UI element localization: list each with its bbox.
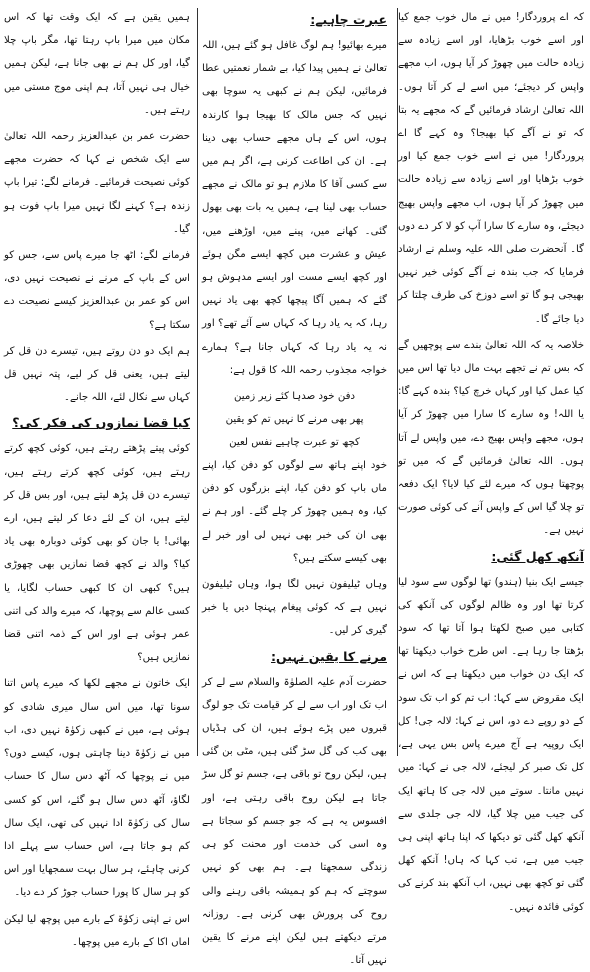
- column-right: [398, 6, 584, 913]
- verse-line: دفن خود صدہا کئے زیر زمین: [234, 391, 355, 403]
- paragraph: فرمانے لگے: اٹھ جا میرے پاس سے، جس کو اس کے باپ کے مرنے نے نصیحت نہیں دی، اس کو عمر بن عبدالعزیز کیسے نصیحت دے سکتا ہے؟: [4, 250, 190, 331]
- section-heading: کیا قضا نمازوں کی فکر کی؟: [12, 415, 190, 431]
- section-heading: عبرت چاہیے:: [310, 12, 387, 27]
- paragraph: ہم ایک دو دن روتے ہیں، تیسرے دن قل کر لیتے ہیں، یعنی قل کر لیے، پتہ نہیں قل کہاں سے نکال لئے، اللہ جانے۔: [4, 345, 190, 404]
- column-divider-left: [197, 8, 198, 756]
- paragraph: ہمیں یقین ہے کہ ایک وقت تھا کہ اس مکان میں میرا باپ رہتا تھا، مگر باپ چلا گیا، اور کل ہم نے بھی جانا ہے، لیکن ہمیں خیال ہی نہیں آتا، ہم اپنی موج مستی میں رہتے ہیں۔: [4, 12, 190, 116]
- paragraph: کوئی پیتے پڑھتے رہتے ہیں، کوئی کچھ کرتے رہتے ہیں، کوئی کچھ کرتے رہتے ہیں، تیسرے دن قل پڑھ لیتے ہیں، اور بس قل کر لیتے ہیں، ان کے لئے دعا کر لیتے ہیں، ارے بھائی! یا جان کو بھی کوئی دوبارہ بھی یاد کیا؟ والد نے کچھ قضا نمازیں بھی چھوڑی ہیں؟ کبھی ان کا کبھی حساب لگایا، یا کسی عالم سے پوچھا، کہ میرے والد کی اتنی عمر ہوئی ہے اور اس کے ذمہ اتنی قضا نمازیں ہیں؟: [4, 443, 190, 664]
- paragraph: حضرت آدم علیہ الصلوٰۃ والسلام سے لے کر اب تک اور اب سے لے کر قیامت تک جو لوگ قبروں میں پڑے ہوئے ہیں، ان کی ہڈیاں بھی کب کی گل سڑ گئی ہیں، مٹی بن گئی ہیں، لیکن روح تو باقی ہے، جسم تو گل سڑ جاتا ہے لیکن روح باقی رہتی ہے، اور افسوس یہ ہے کہ جو جسم کو سجاتا ہے وہ اسی کی خدمت اور محنت کو ہی زندگی سمجھتا ہے۔ ہم بھی کو نہیں سوچتے کہ ہم کو ہمیشہ باقی رہنے والی روح کی پرورش بھی کرنی ہے۔ روزانہ مرتے دیکھتے ہیں لیکن اپنے مرنے کا یقین نہیں آتا۔: [202, 676, 387, 967]
- paragraph: خود اپنے ہاتھ سے لوگوں کو دفن کیا، اپنے ماں باپ کو دفن کیا، اپنے بزرگوں کو دفن کیا، وہ ہمیں چھوڑ کر چلے گئے۔ اور ہم نے بھی ان کی خبر بھی نہیں لی اور خبر لے بھی کیسے سکتے ہیں؟: [202, 460, 387, 564]
- paragraph: میرے بھائیو! ہم لوگ غافل ہو گئے ہیں، اللہ تعالیٰ نے ہمیں پیدا کیا، بے شمار نعمتیں عطا فرمائیں، لیکن ہم نے کبھی یہ سوچا بھی نہیں کہ جس مالک کا بھیجا ہوا کارندہ ہوں، اس کے ہاں مجھے حساب بھی دینا ہے۔ ان کی اطاعت کرنی ہے، اگر ہم میں سے کسی آقا کا ملازم ہو تو مالک نے مجھے حساب بھی لینا ہے، ہمیں یہ بات بھی بھول گئی۔ کھانے میں، پینے میں، اوڑھنے میں، عیش و عشرت میں کچھ ایسے مگن ہوئے اور کچھ ایسے مست اور ایسے مدہوش ہو گئے کہ ہمیں آگا پیچھا کچھ بھی یاد نہیں رہا، کہ یہ یاد رہا کہ کہاں سے آئے تھے؟ اور نہ یہ یاد رہا کہ کہاں جانا ہے؟ ہمارے خواجہ مجذوب رحمہ اللہ کا قول ہے:: [202, 40, 387, 376]
- paragraph: حضرت عمر بن عبدالعزیز رحمہ اللہ تعالیٰ سے ایک شخص نے کہا کہ حضرت مجھے کوئی نصیحت فرمائیے۔ فرمانے لگے: تیرا باپ زندہ ہے؟ کہنے لگا نہیں میرا باپ فوت ہو گیا۔: [4, 131, 190, 235]
- paragraph: کہ اے پروردگار! میں نے مال خوب جمع کیا اور اسے خوب بڑھایا، اور اسے زیادہ سے زیادہ حالت میں چھوڑ کر آیا ہوں، اب مجھے واپس کر دیجئے؛ میں اسے لے کر آتا ہوں۔ اللہ تعالیٰ ارشاد فرمائیں گے کہ مجھے یہ بتا کہ تو نے آگے کیا بھیجا؟ وہ کہے گا اے پروردگار! میں نے اسے خوب جمع کیا اور خوب بڑھایا اور اسے زیادہ سے زیادہ حالت میں چھوڑ کر آیا ہوں، اب مجھے واپس بھیج دیجئے، وہ سارے کا سارا آپ کو لا کر دے دوں گا۔ آنحضرت صلی اللہ علیہ وسلم نے ارشاد فرمایا کہ جب بندہ نے آگے کوئی خیر نہیں بھیجی ہو گا تو اسے دوزخ کی طرف چلتا کر دیا جائے گا۔: [398, 12, 584, 325]
- section-heading: آنکھ کھل گئی:: [491, 548, 584, 564]
- paragraph: ایک خاتون نے مجھے لکھا کہ میرے پاس اتنا سونا تھا، میں اس سال میری شادی کو ہوئی ہے، میں نے کبھی زکوٰۃ نہیں دی، اب میں نے زکوٰۃ دینا چاہتی ہوں، کیسے دوں؟ میں نے پوچھا کہ آٹھ دس سال کا حساب لگاؤ، آٹھ دس سال ہو گئے، اس کو کسی سال کی زکوٰۃ ادا نہیں کی تھی، ایک سال کم ہو جاتا ہے، اس حساب سے پہلے ادا کرنی چاہئے، ہر سال بہت سمجھایا اور اس کو ہر سال کا پورا حساب جوڑ کر دے دیا۔: [4, 678, 190, 899]
- paragraph: وہاں ٹیلیفون نہیں لگا ہوا، وہاں ٹیلیفون نہیں ہے کہ کوئی پیغام پہنچا دیں یا خبر گیری کر لیں۔: [202, 579, 387, 637]
- paragraph: اس نے اپنی زکوٰۃ کے بارے میں پوچھ لیا لیکن اماں اکا کے بارے میں پوچھا۔: [4, 913, 190, 948]
- verse-line: پھر بھی مرنے کا نہیں تم کو یقین: [225, 414, 364, 426]
- paragraph: خلاصہ یہ کہ اللہ تعالیٰ بندے سے پوچھیں گے کہ بس تم نے تجھے بہت مال دیا تھا اس میں کیا عمل کیا اور کہاں خرچ کیا؟ بندہ کہے گا: یا اللہ! وہ سارے کا سارا میں چھوڑ کر آیا ہوں، مجھے واپس بھیج دے، میں واپس لے آتا ہوں۔ اللہ تعالیٰ فرمائیں گے کہ میں تو پوچھتا ہوں کہ میرے لئے کیا لایا؟ ایک دفعہ تو چلا گیا اس کے واپس آنے کی کوئی صورت نہیں ہے۔: [398, 339, 584, 537]
- paragraph: جیسے ایک بنیا (ہندو) تھا لوگوں سے سود لیا کرتا تھا اور وہ ظالم لوگوں کی آنکھ کی کتابی میں صبح لکھتا ہوا آتا تھا کہ سود بڑھتا جا رہا ہے۔ اس طرح خواب دیکھتا تھا کہ ایک دن خواب میں دیکھتا ہے کہ اس نے ایک مقروض سے کہا: اب تم کو اب تک سود کے دو روپے دے دو، اس نے کہا: لالہ جی! کل ایک روپیہ ہے آج میرے پاس بس یہی ہے، کل تک صبر کر لیجئے، لالہ جی نے کہا: میں نہیں مانتا۔ سوتے میں لالہ جی کا ہاتھ ایک کی جیب میں چلا گیا، لالہ جی جلدی سے آنکھ کھل گئی تو دیکھا کہ اپنا ہاتھ اپنی ہی جیب میں ہے، تب کہا کہ ہاں! آنکھ کھل گئی تو کچھ بھی نہیں، اب آنکھ بند کرنے کی کوئی فائدہ نہیں۔: [398, 576, 584, 913]
- column-left: [4, 6, 190, 948]
- verse-line: کچھ تو عبرت چاہیے نفس لعین: [229, 437, 360, 449]
- section-heading: مرنے کا یقین نہیں:: [271, 648, 387, 664]
- column-divider-right: [397, 8, 398, 756]
- column-middle: [202, 6, 387, 967]
